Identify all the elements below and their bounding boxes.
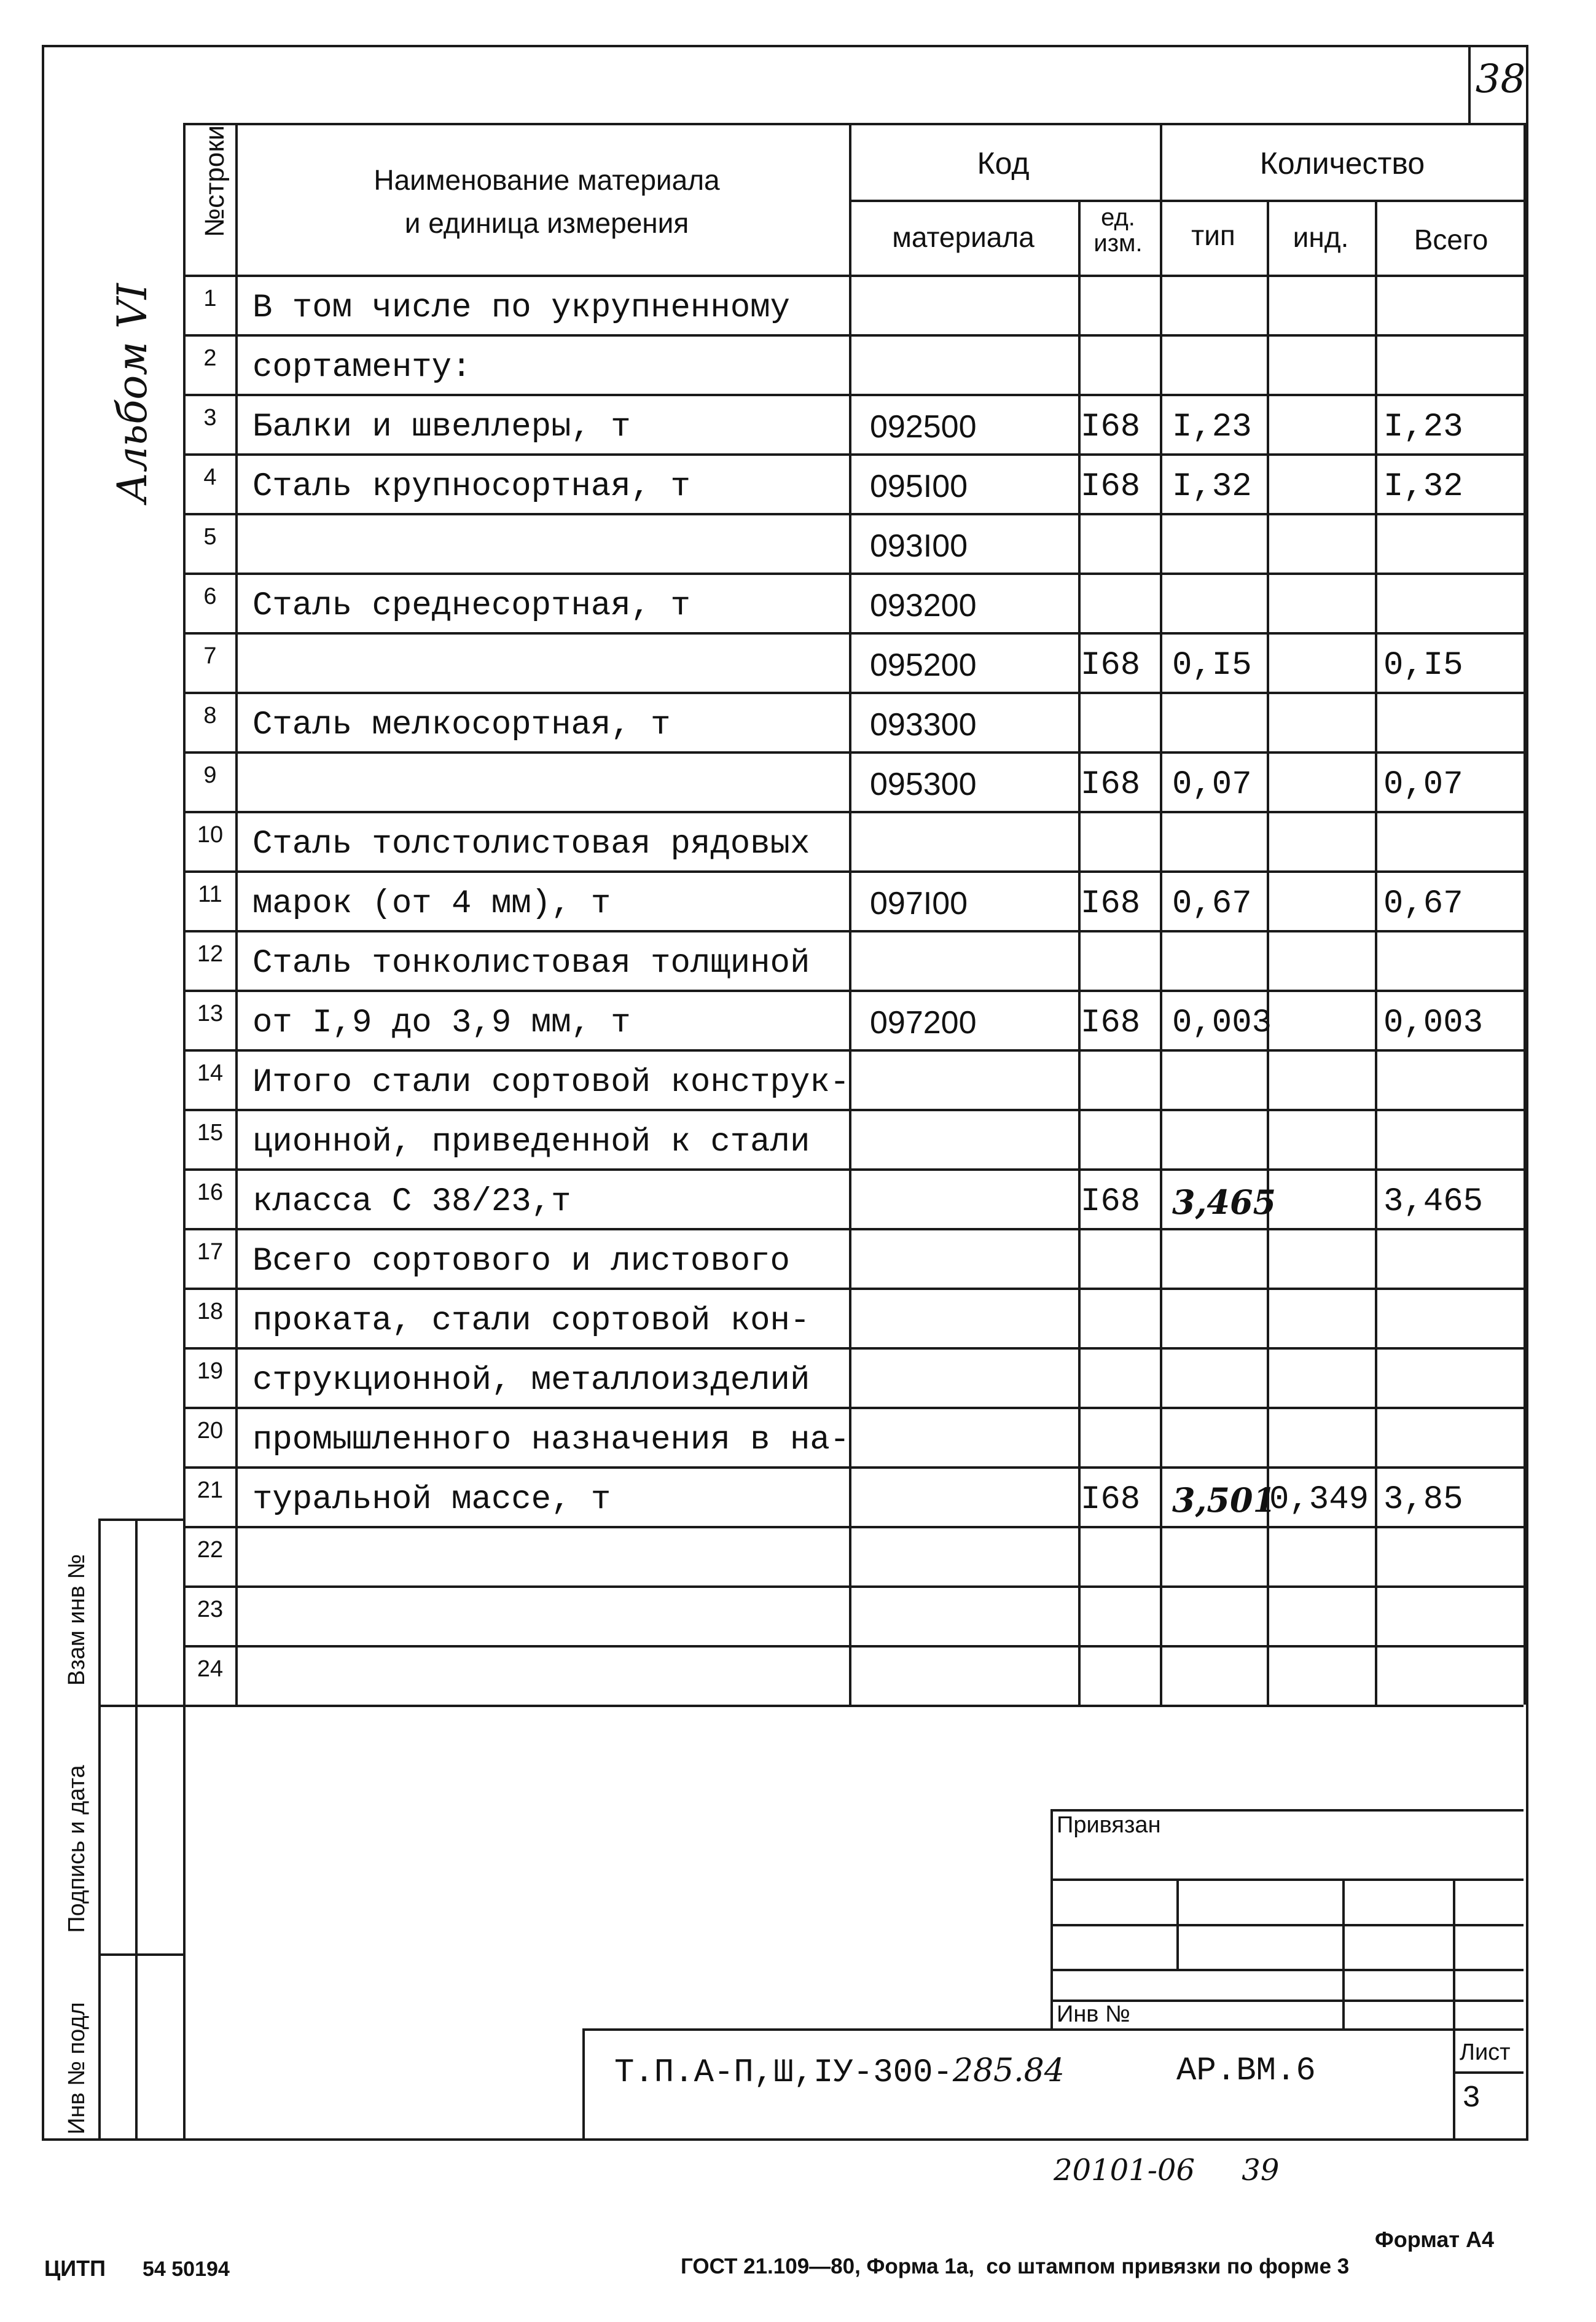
side-field-inv-podl: Инв № подл	[64, 2002, 90, 2135]
row-line	[183, 811, 1524, 813]
row-unit: I68	[1081, 1481, 1141, 1519]
row-number: 5	[203, 524, 217, 550]
row-name: промышленного назначения в на-	[252, 1421, 850, 1459]
stamp-list-label: Лист	[1460, 2039, 1511, 2065]
stamp-doc-code-hand: 285.84	[952, 2052, 1065, 2089]
header-bottom-line	[183, 275, 1524, 277]
header-qty-total: Всего	[1414, 224, 1488, 256]
row-line	[183, 334, 1524, 337]
row-qty-total: 0,003	[1383, 1004, 1484, 1042]
title-block-top	[582, 2028, 1524, 2031]
row-number: 24	[197, 1656, 224, 1682]
stamp-inv-no: Инв №	[1057, 2001, 1130, 2027]
header-code: Код	[977, 146, 1030, 181]
row-qty-total: 0,I5	[1383, 647, 1463, 684]
row-name: марок (от 4 мм), т	[252, 885, 611, 923]
row-unit: I68	[1081, 468, 1141, 506]
col-line	[1375, 200, 1377, 1705]
row-qty-total: 3,465	[1383, 1183, 1484, 1221]
row-name: Всего сортового и листового	[252, 1243, 790, 1280]
row-unit: I68	[1081, 647, 1141, 684]
row-qty-total: I,23	[1383, 408, 1463, 446]
footer-format: Формат А4	[1375, 2227, 1495, 2252]
row-qty-type: I,23	[1172, 408, 1252, 446]
row-line	[183, 513, 1524, 515]
stamp-list-value: 3	[1462, 2081, 1481, 2116]
row-line	[183, 692, 1524, 694]
row-unit: I68	[1081, 408, 1141, 446]
footer-left-num: 54 50194	[143, 2258, 230, 2281]
row-number: 6	[203, 584, 217, 609]
list-label-line	[1453, 2071, 1524, 2074]
row-number: 22	[197, 1537, 224, 1563]
row-number: 17	[197, 1239, 224, 1265]
row-number: 7	[203, 643, 217, 669]
sheet-number-top: 38	[1475, 57, 1526, 102]
stamp-section: АР.ВМ.6	[1176, 2052, 1316, 2090]
header-code-material: материала	[892, 221, 1035, 253]
row-code: 092500	[870, 409, 977, 445]
row-unit: I68	[1081, 1183, 1141, 1221]
row-number: 14	[197, 1060, 224, 1086]
row-qty-total: 3,85	[1383, 1481, 1463, 1519]
row-line	[183, 1466, 1524, 1469]
row-code: 093300	[870, 707, 977, 743]
row-line	[183, 1168, 1524, 1171]
side-strip-left	[98, 1519, 101, 2141]
row-name: Сталь толстолистовая рядовых	[252, 826, 810, 863]
row-number: 15	[197, 1120, 224, 1146]
stamp-doc-code	[614, 2052, 1065, 2092]
stamp-doc-code-printed: Т.П.А-П,Ш,IУ-300-	[614, 2054, 953, 2092]
stamp-top	[1050, 1809, 1524, 1812]
row-qty-total: 0,67	[1383, 885, 1463, 923]
row-code: 095200	[870, 647, 977, 683]
row-line	[183, 632, 1524, 635]
row-number: 3	[203, 405, 217, 431]
row-name: Сталь крупносортная, т	[252, 468, 690, 506]
side-strip-line	[98, 1705, 183, 1707]
row-code: 097200	[870, 1005, 977, 1041]
album-label: Альбом VI	[109, 283, 156, 503]
row-number: 4	[203, 464, 217, 490]
row-number: 23	[197, 1597, 224, 1622]
row-number: 13	[197, 1001, 224, 1026]
row-qty-ind: 0,349	[1269, 1481, 1369, 1519]
row-name: Сталь тонколистовая толщиной	[252, 945, 810, 982]
row-number: 12	[197, 941, 224, 967]
stamp-privyazan: Привязан	[1057, 1812, 1161, 1838]
row-line	[183, 930, 1524, 932]
row-number: 16	[197, 1179, 224, 1205]
stamp-col	[1342, 1878, 1345, 2028]
header-row-no: №строки	[200, 125, 230, 238]
row-name: Балки и швеллеры, т	[252, 408, 631, 446]
row-code: 093200	[870, 588, 977, 624]
side-strip-line	[98, 1953, 183, 1956]
row-name: туральной массе, т	[252, 1481, 611, 1519]
row-code: 093I00	[870, 528, 968, 564]
row-line	[183, 870, 1524, 873]
row-qty-type: 0,I5	[1172, 647, 1252, 684]
row-name: В том числе по укрупненному	[252, 289, 790, 327]
row-line	[183, 453, 1524, 456]
row-name: Сталь мелкосортная, т	[252, 706, 671, 744]
row-number: 2	[203, 345, 217, 371]
row-name: проката, стали сортовой кон-	[252, 1302, 810, 1340]
row-number: 1	[203, 286, 217, 311]
side-strip-top	[98, 1519, 183, 1521]
header-qty-ind: инд.	[1293, 221, 1349, 253]
row-line	[183, 751, 1524, 754]
footer-left-org: ЦИТП	[44, 2256, 106, 2281]
row-unit: I68	[1081, 885, 1141, 923]
col-line	[1267, 200, 1269, 1705]
side-strip-inner	[135, 1519, 138, 2141]
row-line	[183, 1645, 1524, 1648]
row-name: от I,9 до 3,9 мм, т	[252, 1004, 631, 1042]
row-number: 10	[197, 822, 224, 848]
row-unit: I68	[1081, 766, 1141, 803]
row-line	[183, 1526, 1524, 1528]
row-line	[183, 573, 1524, 575]
row-number: 19	[197, 1358, 224, 1384]
stamp-left	[1050, 1809, 1053, 2028]
row-qty-type: 3,501	[1172, 1480, 1277, 1520]
row-number: 11	[198, 882, 222, 907]
row-qty-type: I,32	[1172, 468, 1252, 506]
footer-gost: ГОСТ 21.109—80, Форма 1а, со штампом привязки по форме 3	[681, 2254, 1350, 2278]
header-name-line1: Наименование материала	[374, 164, 720, 196]
row-line	[183, 1049, 1524, 1052]
row-qty-type: 0,67	[1172, 885, 1252, 923]
row-name: струкционной, металлоизделий	[252, 1362, 810, 1399]
stamp-col	[1453, 1878, 1455, 2141]
row-line	[183, 1109, 1524, 1111]
row-name: класса С 38/23,т	[252, 1183, 571, 1221]
row-code: 097I00	[870, 886, 968, 921]
header-mid-line	[849, 200, 1524, 202]
header-top-line	[183, 123, 1524, 125]
table-right-border	[1524, 123, 1526, 1705]
row-line	[183, 1347, 1524, 1350]
row-number: 21	[197, 1477, 224, 1503]
handwritten-bottom: 20101-06 39	[1054, 2153, 1280, 2187]
row-line	[183, 1288, 1524, 1290]
row-qty-type: 0,003	[1172, 1004, 1272, 1042]
header-code-unit: ед. изм.	[1093, 204, 1143, 257]
header-name-line2: и единица измерения	[404, 207, 689, 239]
row-unit: I68	[1081, 1004, 1141, 1042]
header-qty-type: тип	[1191, 219, 1235, 251]
row-qty-total: 0,07	[1383, 766, 1463, 803]
row-number: 20	[197, 1418, 224, 1444]
row-line	[183, 1407, 1524, 1409]
row-name: сортаменту:	[252, 349, 472, 386]
title-block-left	[582, 2028, 585, 2141]
row-line	[183, 1228, 1524, 1230]
row-number: 18	[197, 1299, 224, 1324]
row-name: Итого стали сортовой конструк-	[252, 1064, 850, 1101]
header-quantity: Количество	[1259, 146, 1425, 181]
row-code: 095I00	[870, 469, 968, 504]
side-field-podpis-data: Подпись и дата	[64, 1765, 90, 1933]
row-line	[183, 1585, 1524, 1588]
row-name: ционной, приведенной к стали	[252, 1124, 810, 1161]
row-name: Сталь среднесортная, т	[252, 587, 690, 625]
row-line	[183, 990, 1524, 992]
row-qty-total: I,32	[1383, 468, 1463, 506]
stamp-col	[1176, 1878, 1179, 1969]
side-field-vzam-inv: Взам инв №	[64, 1554, 90, 1686]
row-line	[183, 1705, 1524, 1707]
row-qty-type: 0,07	[1172, 766, 1252, 803]
row-line	[183, 394, 1524, 396]
row-qty-type: 3,465	[1172, 1182, 1277, 1222]
row-number: 9	[203, 762, 217, 788]
row-number: 8	[203, 703, 217, 729]
row-code: 095300	[870, 767, 977, 802]
